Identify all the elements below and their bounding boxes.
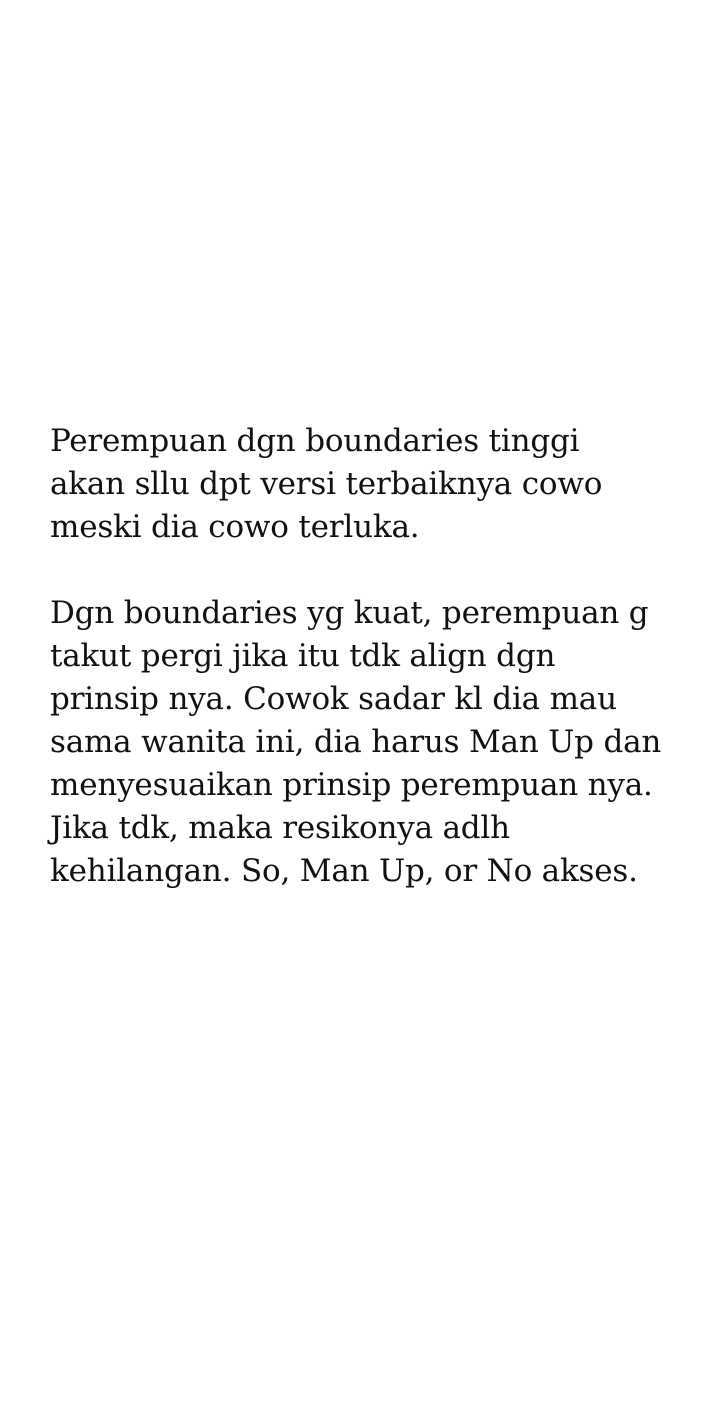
text-line: prinsip nya. Cowok sadar kl dia mau	[50, 681, 617, 717]
quote-text	[50, 420, 690, 893]
text-line: kehilangan. So, Man Up, or No akses.	[50, 853, 638, 889]
text-line: akan sllu dpt versi terbaiknya cowo	[50, 466, 603, 502]
text-line: Jika tdk, maka resikonya adlh	[50, 810, 510, 846]
text-line: Dgn boundaries yg kuat, perempuan g	[50, 595, 649, 631]
text-line: sama wanita ini, dia harus Man Up dan	[50, 724, 662, 760]
paragraph-1	[50, 420, 690, 549]
text-line: meski dia cowo terluka.	[50, 509, 420, 545]
text-line: takut pergi jika itu tdk align dgn	[50, 638, 556, 674]
text-line: menyesuaikan prinsip perempuan nya.	[50, 767, 653, 803]
paragraph-2	[50, 592, 690, 893]
text-line: Perempuan dgn boundaries tinggi	[50, 423, 580, 459]
